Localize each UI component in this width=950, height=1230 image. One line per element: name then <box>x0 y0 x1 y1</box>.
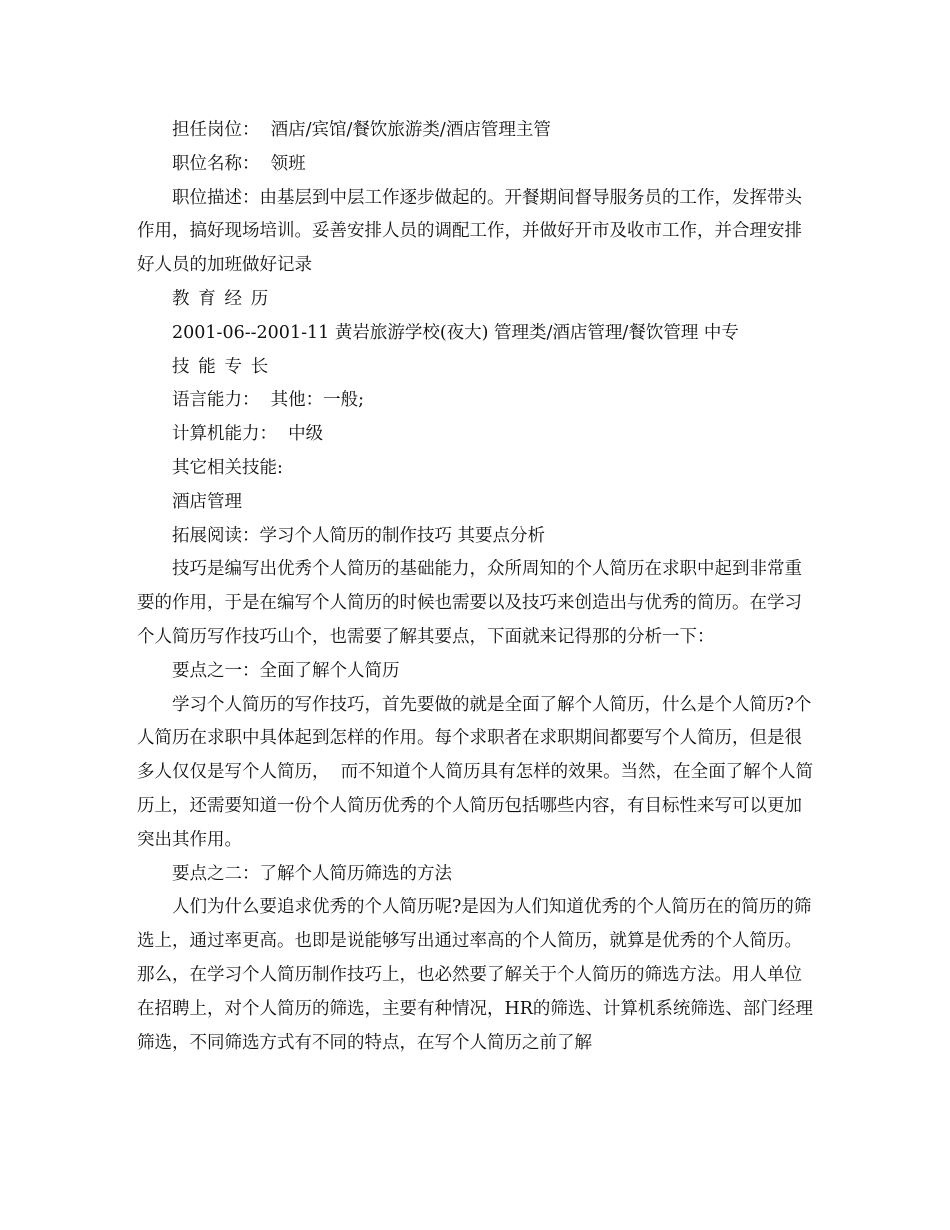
position-value: 酒店/宾馆/餐饮旅游类/酒店管理主管 <box>270 120 551 140</box>
job-description-paragraph: 职位描述：由基层到中层工作逐步做起的。开餐期间督导服务员的工作，发挥带头作用，搞好现场培训。妥善安排人员的调配工作，并做好开市及收市工作，并合理安排好人员的加班做好记录 <box>137 187 802 276</box>
point-1-paragraph-part-a: 学习个人简历的写作技巧，首先要做的就是全面了解个人简历，什么是个人简历?个人简历在求职中具体起到怎样的作用。每个求职者在求职期间都要写个人简历，但是很多人仅仅是写个人简历， <box>137 694 812 783</box>
language-label: 语言能力： <box>172 390 260 411</box>
title-value: 领班 <box>270 153 306 174</box>
point-1-paragraph-part-b: 而不知道个人简历具有怎样的效果。当然，在全面了解个人简历上，还需要知道一份个人简历优秀的个人简历包括哪些内容，有目标性来写可以更加突出其作用。 <box>137 762 814 850</box>
point-2-heading: 要点之二：了解个人简历筛选的方法 <box>172 863 452 884</box>
language-value: 其他：一般; <box>270 390 365 411</box>
skills-heading: 技能专长 <box>172 356 277 377</box>
computer-label: 计算机能力： <box>172 424 277 445</box>
computer-value: 中级 <box>288 424 324 445</box>
point-2-paragraph: 人们为什么要追求优秀的个人简历呢?是因为人们知道优秀的个人简历在的简历的筛选上，通过率更高。也即是说能够写出通过率高的个人简历，就算是优秀的个人简历。那么，在学习个人简历制作技巧上，也必然要了解关于个人简历的筛选方法。用人单位在招聘上，对个人简历的筛选，主要有种情况，HR的筛选、计算机系统筛选、部门经理筛选，不同筛选方式有不同的特点，在写个人简历之前了解 <box>137 897 813 1053</box>
point-1-heading: 要点之一：全面了解个人简历 <box>172 660 400 681</box>
other-skills-label: 其它相关技能: <box>172 457 283 478</box>
education-entry: 2001-06--2001-11 黄岩旅游学校(夜大) 管理类/酒店管理/餐饮管理 中专 <box>172 322 739 343</box>
title-line <box>137 148 817 182</box>
title-label: 职位名称： <box>172 153 260 174</box>
other-skills-value: 酒店管理 <box>172 491 242 512</box>
position-line <box>137 114 817 148</box>
education-heading: 教育经历 <box>172 288 277 309</box>
position-label: 担任岗位： <box>172 120 260 140</box>
document-body <box>137 114 817 1060</box>
language-line <box>137 384 817 418</box>
point-1-paragraph <box>137 689 817 858</box>
computer-line <box>137 418 817 452</box>
extended-reading-title: 拓展阅读：学习个人简历的制作技巧 其要点分析 <box>172 525 546 546</box>
intro-paragraph: 技巧是编写出优秀个人简历的基础能力，众所周知的个人简历在求职中起到非常重要的作用，于是在编写个人简历的时候也需要以及技巧来创造出与优秀的简历。在学习个人简历写作技巧山个，也需要了解其要点，下面就来记得那的分析一下： <box>137 559 802 647</box>
